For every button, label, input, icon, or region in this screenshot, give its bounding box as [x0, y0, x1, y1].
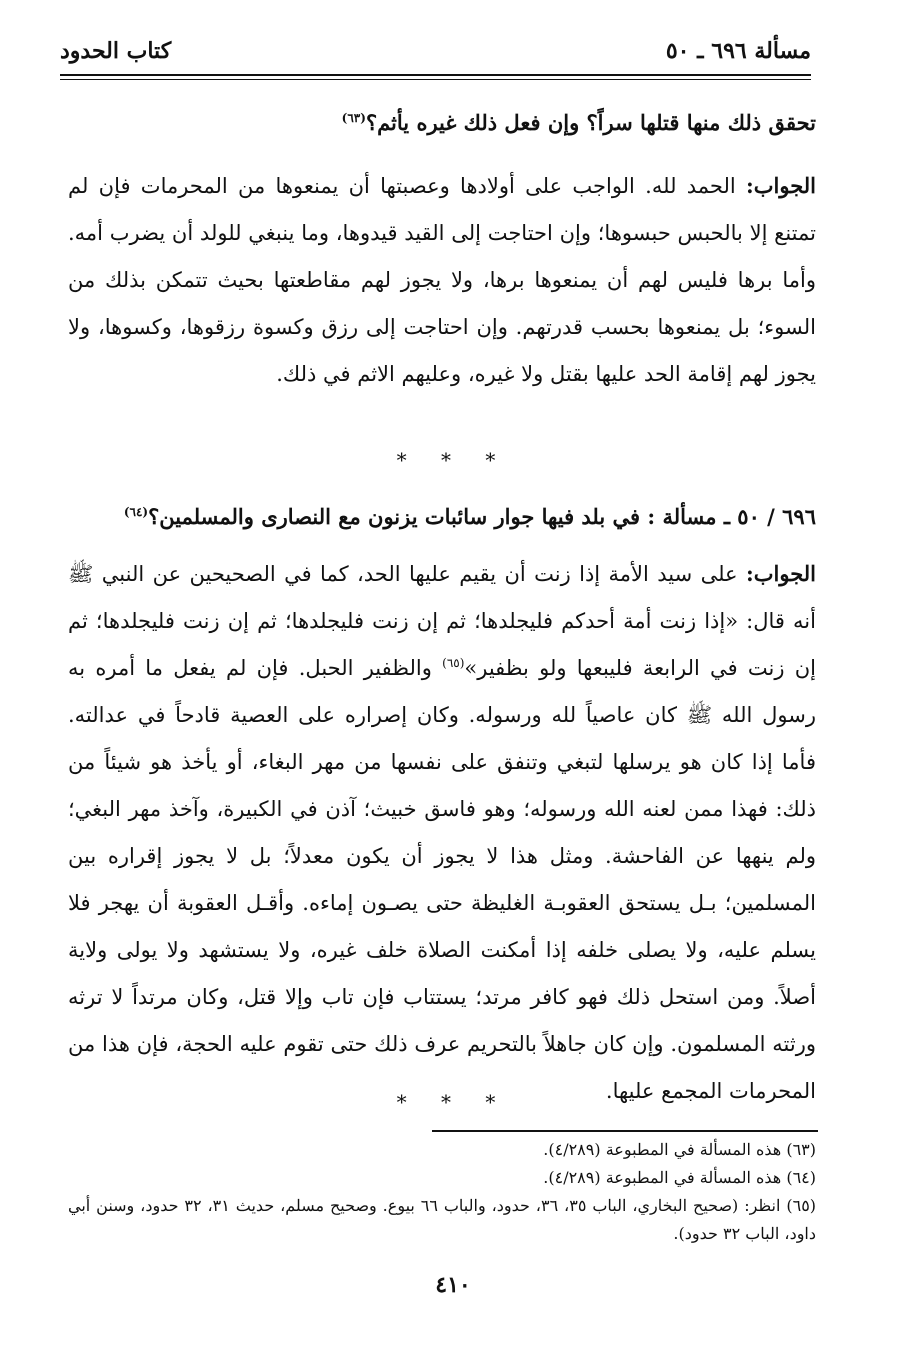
question-heading [68, 492, 816, 542]
answer-lead: الجواب: [746, 173, 816, 198]
book-title: كتاب الحدود [60, 38, 172, 64]
answer-text: الحمد لله. الواجب على أولادها وعصبتها أن يمنعوها من المحرمات فإن لم تمتنع إلا بالحبس حبسوها؛ وإن احتاجت إلى القيد قيدوها، وما ينبغي للولد أن يضرب أمه. وأما برها فليس لهم أن يمنعوها برها، ولا يجوز لهم مقاطعتها بحيث تتمكن بذلك من السوء؛ بل يمنعوها بحسب قدرتهم. وإن احتاجت إلى رزق وكسوة رزقوها، وكسوها، ولا يجوز لهم إقامة الحد عليها بقتل ولا غيره، وعليهم الاثم في ذلك. [68, 174, 816, 386]
footnotes [68, 1136, 816, 1248]
question-text: تحقق ذلك منها قتلها سراً؟ وإن فعل ذلك غيره يأثم؟ [365, 110, 816, 135]
question-text: في بلد فيها جوار سائبات يزنون مع النصارى والمسلمين؟ [148, 504, 641, 529]
footnote-ref-64: (٦٤) [123, 505, 149, 519]
header-rule-thick [60, 74, 811, 76]
page-number: ٤١٠ [435, 1272, 471, 1298]
answer-lead: الجواب: [746, 561, 816, 586]
header-rule-thin [60, 79, 811, 80]
section-separator: * * * [396, 1090, 510, 1114]
answer-paragraph-1 [68, 162, 816, 398]
running-header [60, 38, 811, 74]
footnote-64: (٦٤) هذه المسألة في المطبوعة (٤/٢٨٩). [543, 1168, 816, 1187]
question-number: ٦٩٦ / ٥٠ ـ مسألة : [647, 504, 816, 529]
answer-text-part-1: على سيد الأمة إذا زنت أن يقيم عليها الحد، كما في الصحيحين عن النبي ﷺ أنه قال: «إذا زنت أمة أحدكم فليجلدها؛ ثم إن زنت فليجلدها؛ ثم إن زنت فليجلدها؛ ثم إن زنت في الرابعة فليبعها ولو بظفير» [68, 562, 816, 680]
section-separator: * * * [396, 448, 510, 472]
section-reference: مسألة ٦٩٦ ـ ٥٠ [665, 38, 811, 64]
footnote-ref-63: (٦٣) [341, 111, 366, 125]
footnote-63: (٦٣) هذه المسألة في المطبوعة (٤/٢٨٩). [543, 1140, 816, 1159]
question-continuation [68, 98, 816, 148]
footnote-ref-65: (٦٥) [442, 656, 465, 670]
answer-paragraph-2 [68, 550, 816, 1115]
answer-text-part-2: والظفير الحبل. فإن لم يفعل ما أمره به رسول الله ﷺ كان عاصياً لله ورسوله. وكان إصراره على العصية قادحاً في عدالته. فأما إذا كان هو يرسلها لتبغي وتنفق على نفسها من مهر البغاء، أو يأخذ هو شيئاً من ذلك: فهذا ممن لعنه الله ورسوله؛ وهو فاسق خبيث؛ آذن في الكبيرة، وآخذ مهر البغي؛ ولم ينهها عن الفاحشة. ومثل هذا لا يجوز أن يكون معدلاً؛ بل لا يجوز إقراره بين المسلمين؛ بـل يستحق العقوبـة الغليظة حتى يصـون إماءه. وأقـل العقوبة أن يهجر فلا يسلم عليه، ولا يصلى خلفه إذا أمكنت الصلاة خلف غيره، ولا يستشهد ولا يولى ولاية أصلاً. ومن استحل ذلك فهو كافر مرتد؛ يستتاب فإن تاب وإلا قتل، وكان مرتداً لا ترثه ورثته المسلمون. وإن كان جاهلاً بالتحريم عرف ذلك حتى تقوم عليه الحجة، فإن هذا من المحرمات المجمع عليها. [68, 656, 816, 1103]
footnote-65: (٦٥) انظر: (صحيح البخاري، الباب ٣٥، ٣٦، حدود، والباب ٦٦ بيوع. وصحيح مسلم، حديث ٣١، ٣٢ حدود، وسنن أبي داود، الباب ٣٢ حدود). [68, 1196, 817, 1243]
footnote-rule [432, 1130, 818, 1132]
